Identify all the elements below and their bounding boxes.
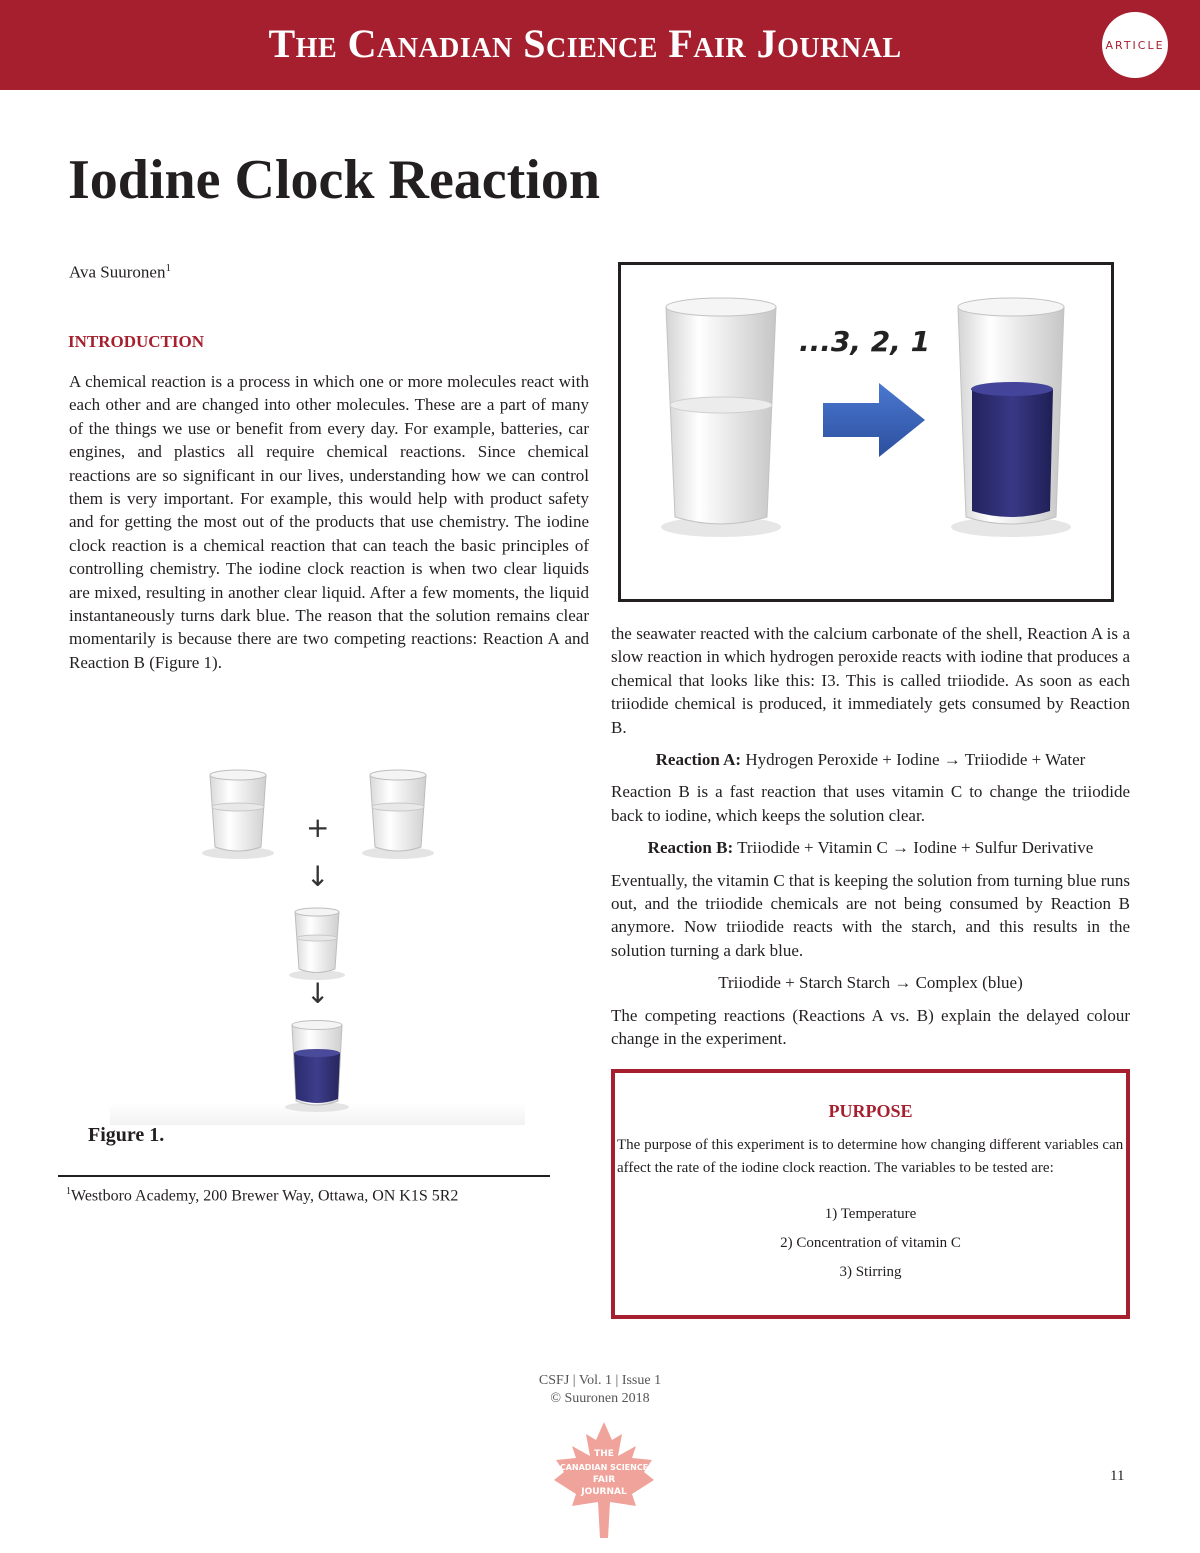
reaction-image-panel bbox=[618, 262, 1114, 602]
footnote bbox=[66, 1186, 458, 1205]
clear-glass-icon bbox=[661, 298, 781, 537]
right-column bbox=[611, 622, 1130, 1060]
list-item: 1) Temperature bbox=[824, 1206, 917, 1222]
countdown-text: ...3, 2, 1 bbox=[799, 325, 931, 358]
reaction-b-equation bbox=[611, 836, 1130, 859]
plus-sign: + bbox=[306, 811, 330, 844]
page-info bbox=[0, 1372, 1200, 1408]
footnote-rule bbox=[58, 1175, 550, 1177]
clear-glass-icon bbox=[362, 770, 434, 859]
clear-glass-icon bbox=[202, 770, 274, 859]
blue-glass-icon bbox=[951, 298, 1071, 537]
reaction-b-formula: Triiodide + Vitamin C → Iodine + Sulfur Derivative bbox=[733, 838, 1094, 858]
header-banner bbox=[0, 0, 1200, 90]
reaction-b-description: Reaction B is a fast reaction that uses vitamin C to change the triiodide back to iodine, which keeps the solution clear. bbox=[611, 782, 1130, 825]
mixed-glass-icon bbox=[289, 908, 345, 980]
conclusion-paragraph: The competing reactions (Reactions A vs. B) explain the delayed colour change in the experiment. bbox=[611, 1005, 1130, 1049]
introduction-text: A chemical reaction is a process in which one or more molecules react with each other and are changed into other molecules. These are a part of many of the things we use or benefit from every day. For example, batteries, car engines, and plastics all require chemical reactions. Since chemical reactions are so significant in our lives, understanding how we can control them is very important. For example, this would help with product safety and for getting the most out of the products that use chemistry. The iodine clock reaction is a chemical reaction that can teach the basic principles of controlling chemistry. The iodine clock reaction is when two clear liquids are mixed, resulting in another clear liquid. After a few moments, the liquid instantaneously turns dark blue. The reason that the solution remains clear momentarily is because there are two competing reactions: Reaction A and Reaction B (Figure 1). bbox=[69, 372, 589, 672]
reaction-b-label: Reaction B: bbox=[647, 838, 734, 858]
figure-1 bbox=[110, 755, 525, 1125]
blue-glass-icon bbox=[285, 1021, 349, 1113]
issue-info: CSFJ | Vol. 1 | Issue 1 bbox=[538, 1373, 662, 1388]
logo-text: THE bbox=[594, 1449, 614, 1459]
purpose-variables-list bbox=[615, 1206, 1126, 1293]
reaction-a-description: the seawater reacted with the calcium carbonate of the shell, Reaction A is a slow reaction in which hydrogen peroxide reacts with iodine that produces a chemical that looks like this: I3. This is called triiodide. As soon as each triiodide chemical is produced, it immediately gets consumed by Reaction B. bbox=[611, 624, 1130, 737]
purpose-text: The purpose of this experiment is to determine how changing different variables can affect the rate of the iodine clock reaction. The variables to be tested are: bbox=[617, 1137, 1124, 1176]
page-number: 11 bbox=[1110, 1468, 1125, 1484]
article-badge: ARTICLE bbox=[1102, 12, 1168, 78]
author-affiliation-mark: 1 bbox=[165, 262, 171, 274]
list-item: 3) Stirring bbox=[839, 1264, 902, 1280]
reaction-illustration bbox=[621, 265, 1111, 599]
article-title: Iodine Clock Reaction bbox=[68, 149, 600, 211]
reaction-a-formula: Hydrogen Peroxide + Iodine → Triiodide + Water bbox=[741, 750, 1086, 770]
purpose-box bbox=[611, 1069, 1130, 1319]
list-item: 2) Concentration of vitamin C bbox=[780, 1235, 961, 1251]
down-arrow-icon: ↓ bbox=[306, 977, 330, 1010]
figure-1-caption: Figure 1. bbox=[88, 1124, 165, 1146]
footnote-text: Westboro Academy, 200 Brewer Way, Ottawa, ON K1S 5R2 bbox=[71, 1187, 459, 1205]
starch-description: Eventually, the vitamin C that is keeping the solution from turning blue runs out, and the triiodide chemicals are not being consumed by Reaction B anymore. Now triiodide reacts with the starch, and this results in the solution turning a dark blue. bbox=[611, 870, 1130, 960]
journal-title: The Canadian Science Fair Journal bbox=[268, 21, 902, 66]
footnote-mark: 1 bbox=[66, 1186, 71, 1197]
author-name: Ava Suuronen bbox=[69, 262, 166, 282]
starch-equation: Triiodide + Starch Starch → Complex (blue) bbox=[718, 973, 1023, 993]
logo-text: CANADIAN SCIENCE bbox=[559, 1463, 649, 1472]
right-arrow-icon bbox=[823, 383, 925, 457]
logo-text: FAIR bbox=[592, 1475, 616, 1485]
copyright: © Suuronen 2018 bbox=[550, 1391, 650, 1406]
maple-leaf-logo bbox=[548, 1420, 660, 1540]
down-arrow-icon: ↓ bbox=[306, 860, 330, 893]
reaction-a-label: Reaction A: bbox=[655, 750, 742, 770]
introduction-heading: INTRODUCTION bbox=[68, 332, 205, 351]
reaction-a-equation bbox=[611, 748, 1130, 771]
author bbox=[69, 262, 171, 283]
logo-text: JOURNAL bbox=[581, 1487, 627, 1497]
purpose-heading: PURPOSE bbox=[828, 1101, 913, 1121]
